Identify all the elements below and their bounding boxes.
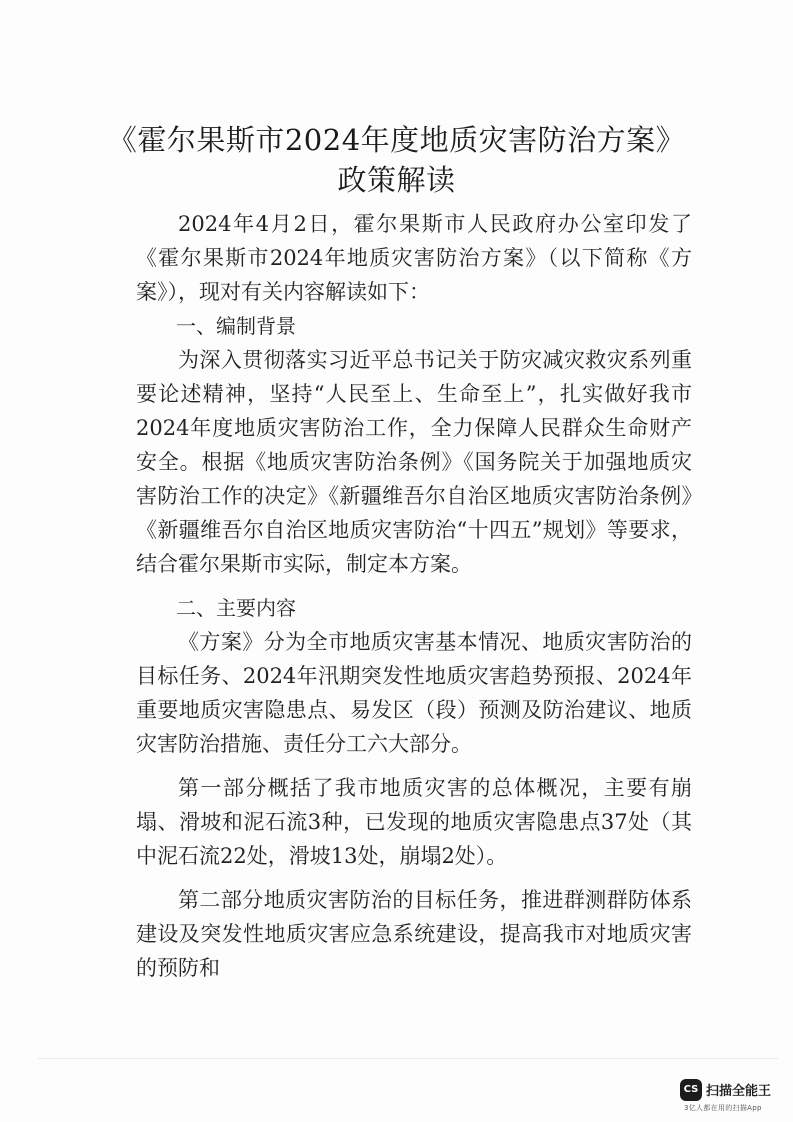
part-one-paragraph: 第一部分概括了我市地质灾害的总体概况，主要有崩塌、滑坡和泥石流3种，已发现的地质灾害隐患点37处（其中泥石流22处，滑坡13处，崩塌2处）。 [136, 776, 692, 868]
intro-paragraph: 2024年4月2日，霍尔果斯市人民政府办公室印发了《霍尔果斯市2024年地质灾害防治方案》（以下简称《方案》），现对有关内容解读如下： [136, 212, 692, 304]
part-two-paragraph: 第二部分地质灾害防治的目标任务，推进群测群防体系建设及突发性地质灾害应急系统建设，提高我市对地质灾害的预防和 [136, 888, 692, 980]
scanner-watermark [674, 1077, 786, 1115]
watermark-app-name: 扫描全能王 [706, 1084, 772, 1099]
document-body [136, 207, 692, 985]
camscanner-logo-icon: CS [680, 1079, 702, 1101]
scan-edge-line [38, 1058, 778, 1059]
document-subtitle: 政策解读 [337, 163, 456, 197]
content-paragraph: 《方案》分为全市地质灾害基本情况、地质灾害防治的目标任务、2024年汛期突发性地质灾害趋势预报、2024年重要地质灾害隐患点、易发区（段）预测及防治建议、地质灾害防治措施、责任分工六大部分。 [136, 630, 692, 756]
section-heading-content: 二、主要内容 [176, 596, 296, 620]
watermark-tagline: 3亿人都在用的扫描App [684, 1104, 762, 1112]
document-title: 《霍尔果斯市2024年度地质灾害防治方案》 [107, 123, 686, 157]
background-paragraph: 为深入贯彻落实习近平总书记关于防灾减灾救灾系列重要论述精神，坚持“人民至上、生命至上”，扎实做好我市2024年度地质灾害防治工作，全力保障人民群众生命财产安全。根据《地质灾害防治条例》《国务院关于加强地质灾害防治工作的决定》《新疆维吾尔自治区地质灾害防治条例》《新疆维吾尔自治区地质灾害防治“十四五”规划》等要求，结合霍尔果斯市实际，制定本方案。 [136, 348, 692, 576]
section-heading-background: 一、编制背景 [176, 314, 296, 338]
